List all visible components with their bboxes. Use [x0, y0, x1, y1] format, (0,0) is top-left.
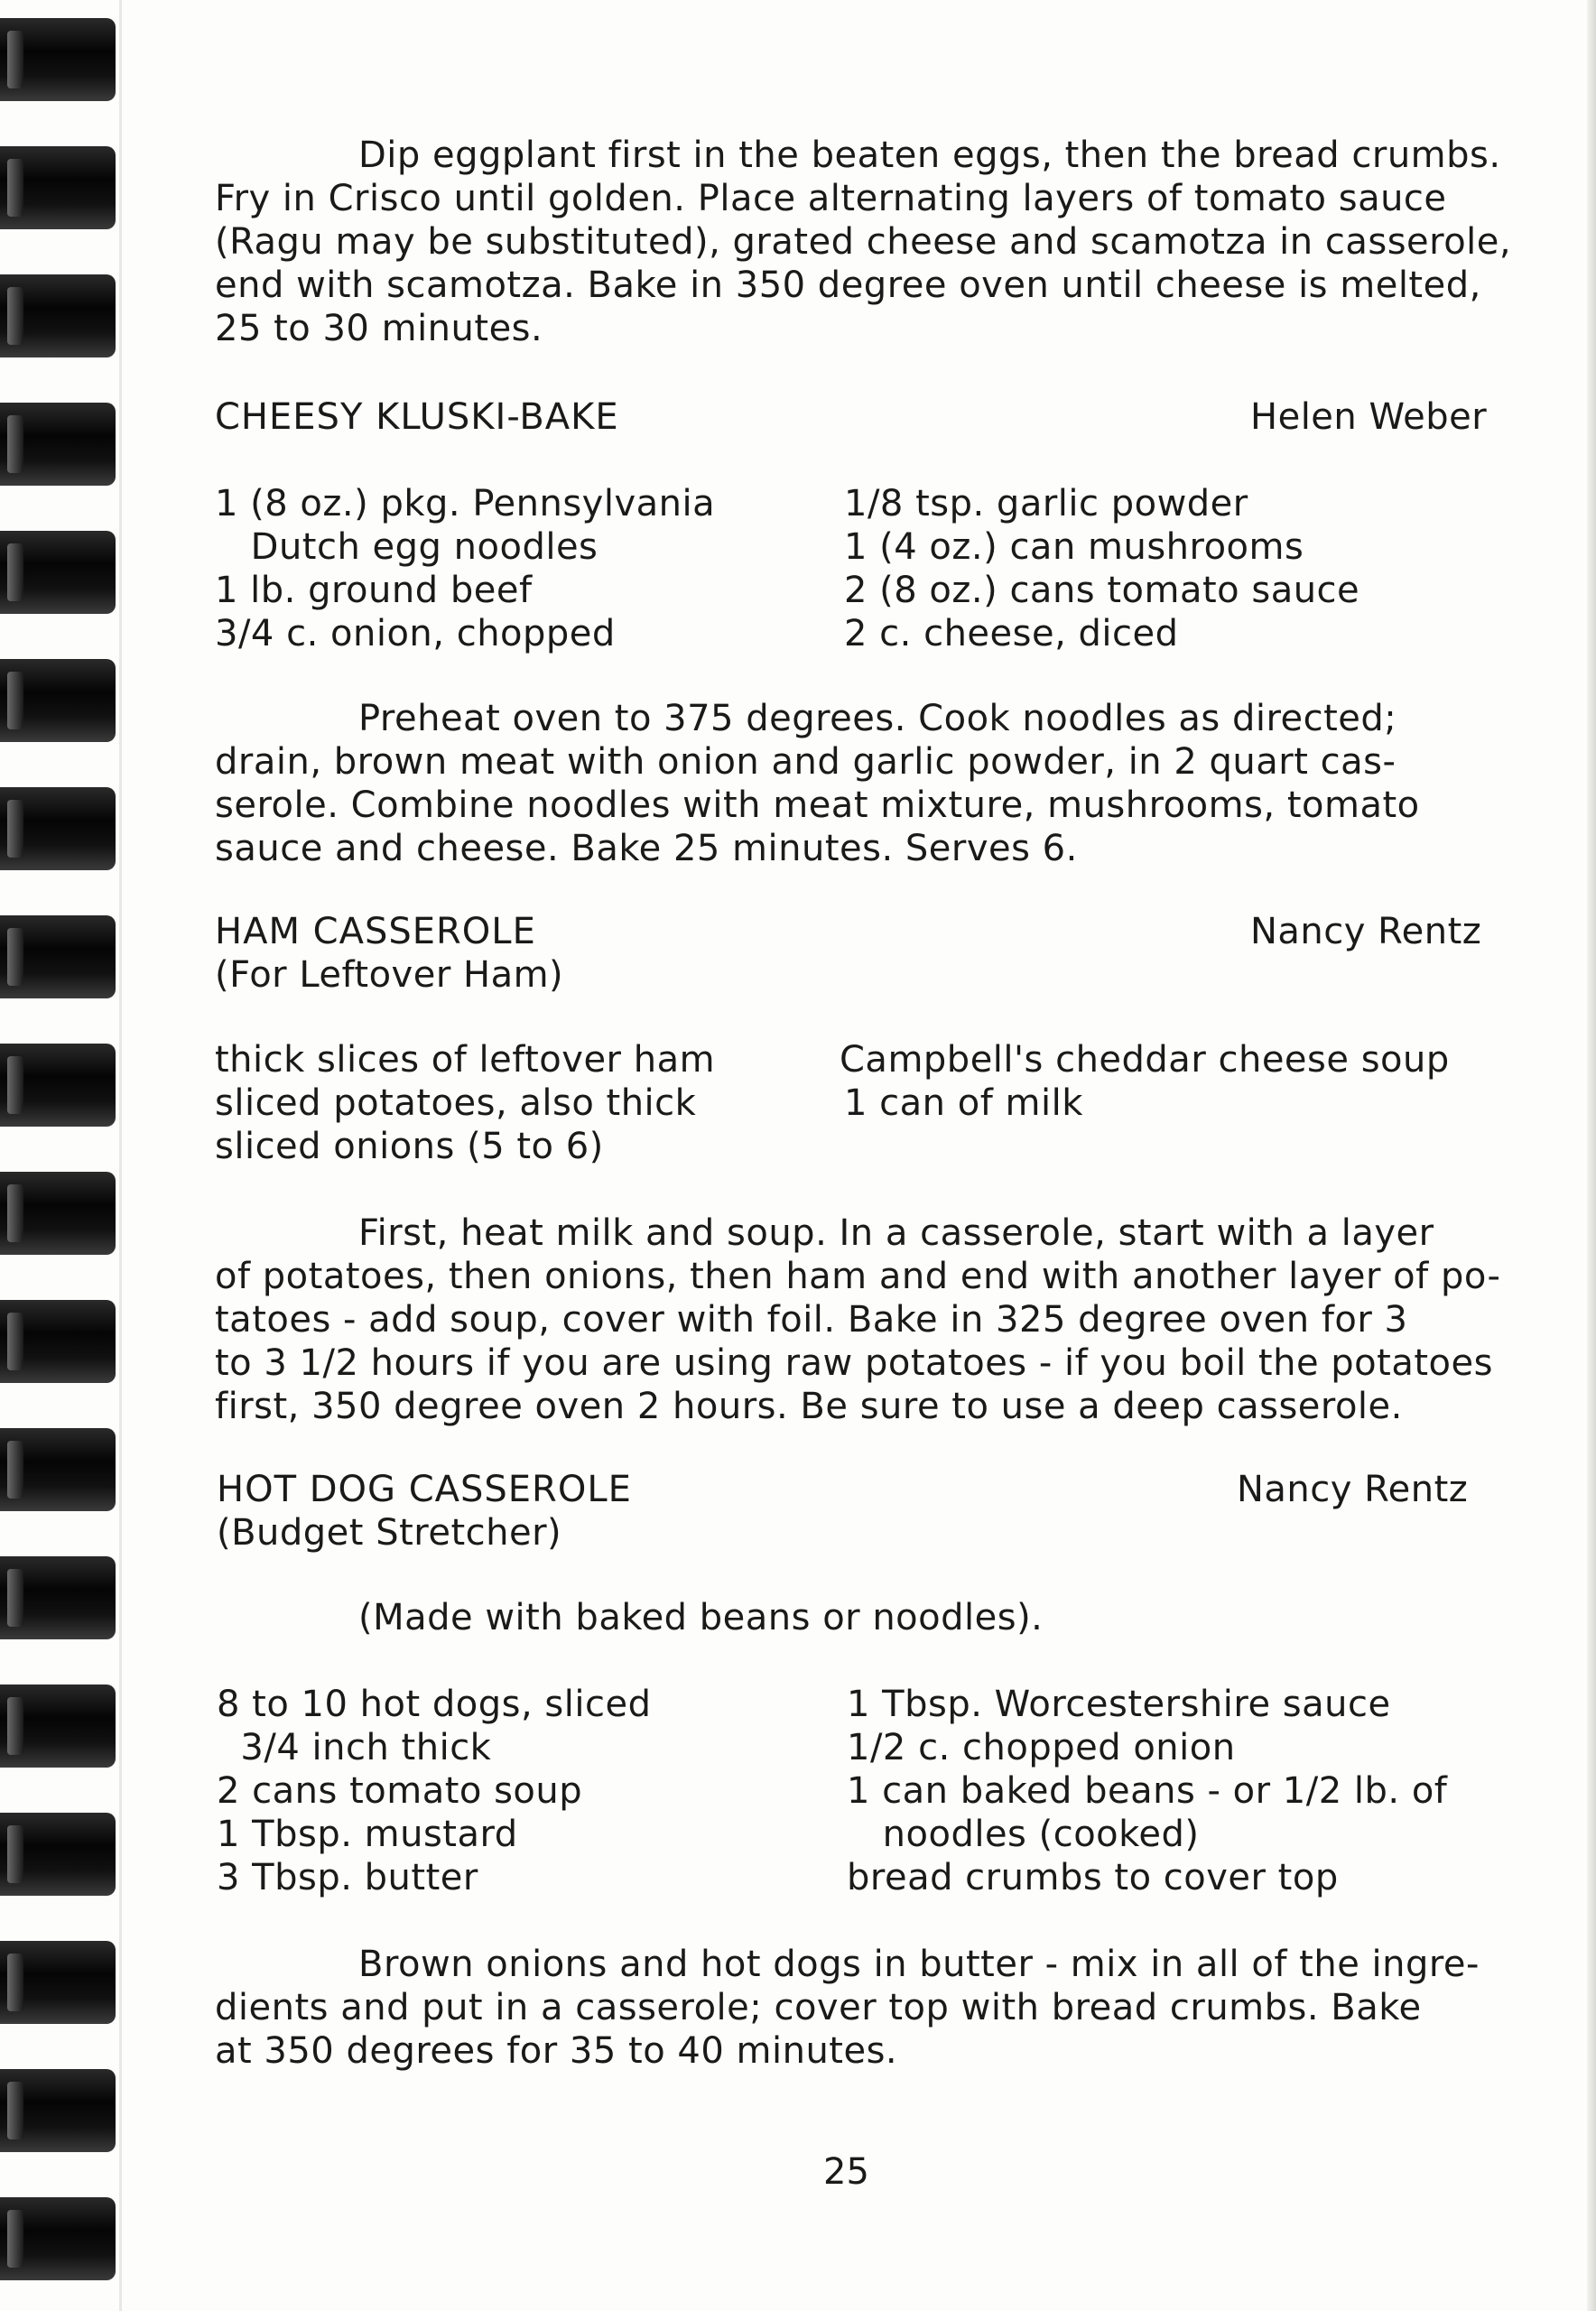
ingredient-right: Campbell's cheddar cheese soup — [840, 1039, 1450, 1081]
binding-coil — [0, 1428, 116, 1511]
ingredient-right: bread crumbs to cover top — [847, 1857, 1339, 1898]
binding-coil — [0, 1300, 116, 1383]
direction-line: dients and put in a casserole; cover top with bread crumbs. Bake — [215, 1987, 1422, 2028]
ingredient-left: sliced potatoes, also thick — [215, 1082, 697, 1124]
binding-coil — [0, 2069, 116, 2152]
intro-line: Fry in Crisco until golden. Place alternating layers of tomato sauce — [215, 178, 1447, 219]
binding-coil — [0, 1685, 116, 1768]
page-number: 25 — [823, 2151, 869, 2193]
ingredient-right: 1 Tbsp. Worcestershire sauce — [847, 1684, 1391, 1725]
direction-line: to 3 1/2 hours if you are using raw potatoes - if you boil the potatoes — [215, 1342, 1493, 1384]
ingredient-left: Dutch egg noodles — [215, 526, 598, 568]
binding-coil — [0, 1941, 116, 2024]
ingredient-left: 2 cans tomato soup — [217, 1770, 583, 1812]
intro-line: end with scamotza. Bake in 350 degree oven until cheese is melted, — [215, 265, 1481, 306]
direction-line: first, 350 degree oven 2 hours. Be sure to use a deep casserole. — [215, 1386, 1403, 1427]
ingredient-right: 2 c. cheese, diced — [844, 613, 1179, 654]
direction-line: drain, brown meat with onion and garlic powder, in 2 quart cas- — [215, 741, 1396, 783]
ingredient-right: 2 (8 oz.) cans tomato sauce — [844, 570, 1360, 611]
binding-coil — [0, 531, 116, 614]
intro-line: Dip eggplant first in the beaten eggs, then the bread crumbs. — [358, 135, 1501, 176]
recipe-note: (Made with baked beans or noodles). — [358, 1597, 1044, 1638]
ingredient-right: 1/8 tsp. garlic powder — [844, 483, 1248, 524]
recipe-author: Helen Weber — [1250, 396, 1488, 438]
spiral-binding — [0, 0, 126, 2311]
ingredient-left: 1 lb. ground beef — [215, 570, 533, 611]
intro-line: (Ragu may be substituted), grated cheese and scamotza in casserole, — [215, 221, 1512, 263]
binding-coil — [0, 1556, 116, 1639]
binding-coil — [0, 787, 116, 870]
ingredient-right: 1 (4 oz.) can mushrooms — [844, 526, 1304, 568]
binding-coil — [0, 915, 116, 998]
ingredient-left: 8 to 10 hot dogs, sliced — [217, 1684, 652, 1725]
ingredient-left: 3/4 c. onion, chopped — [215, 613, 616, 654]
direction-line: serole. Combine noodles with meat mixture, mushrooms, tomato — [215, 784, 1420, 826]
ingredient-left: 3 Tbsp. butter — [217, 1857, 478, 1898]
binding-coil — [0, 403, 116, 486]
ingredient-left: 1 (8 oz.) pkg. Pennsylvania — [215, 483, 716, 524]
recipe-author: Nancy Rentz — [1237, 1469, 1469, 1510]
recipe-title: HAM CASSEROLE — [215, 911, 536, 952]
page-margin-edge — [119, 0, 122, 2311]
intro-line: 25 to 30 minutes. — [215, 308, 543, 349]
ingredient-left: 3/4 inch thick — [217, 1727, 492, 1768]
direction-line: of potatoes, then onions, then ham and end with another layer of po- — [215, 1256, 1501, 1297]
binding-coil — [0, 18, 116, 101]
binding-coil — [0, 2197, 116, 2280]
binding-coil — [0, 1044, 116, 1127]
ingredient-left: sliced onions (5 to 6) — [215, 1126, 604, 1167]
direction-line: sauce and cheese. Bake 25 minutes. Serves 6. — [215, 828, 1078, 869]
recipe-title: CHEESY KLUSKI-BAKE — [215, 396, 619, 438]
direction-line: Brown onions and hot dogs in butter - mix in all of the ingre- — [358, 1944, 1480, 1985]
recipe-subtitle: (Budget Stretcher) — [217, 1512, 562, 1554]
direction-line: tatoes - add soup, cover with foil. Bake in 325 degree oven for 3 — [215, 1299, 1408, 1341]
binding-coil — [0, 1813, 116, 1896]
binding-coil — [0, 659, 116, 742]
direction-line: First, heat milk and soup. In a casserole, start with a layer — [358, 1212, 1434, 1254]
ingredient-right: 1 can baked beans - or 1/2 lb. of — [847, 1770, 1448, 1812]
ingredient-right: noodles (cooked) — [847, 1814, 1200, 1855]
recipe-title: HOT DOG CASSEROLE — [217, 1469, 632, 1510]
recipe-subtitle: (For Leftover Ham) — [215, 954, 564, 996]
ingredient-left: 1 Tbsp. mustard — [217, 1814, 518, 1855]
ingredient-right: 1/2 c. chopped onion — [847, 1727, 1236, 1768]
page-right-edge — [1587, 0, 1596, 2311]
binding-coil — [0, 1172, 116, 1255]
ingredient-left: thick slices of leftover ham — [215, 1039, 716, 1081]
ingredient-right: 1 can of milk — [844, 1082, 1083, 1124]
recipe-author: Nancy Rentz — [1250, 911, 1482, 952]
direction-line: Preheat oven to 375 degrees. Cook noodles as directed; — [358, 698, 1397, 739]
binding-coil — [0, 146, 116, 229]
binding-coil — [0, 274, 116, 357]
direction-line: at 350 degrees for 35 to 40 minutes. — [215, 2030, 898, 2072]
